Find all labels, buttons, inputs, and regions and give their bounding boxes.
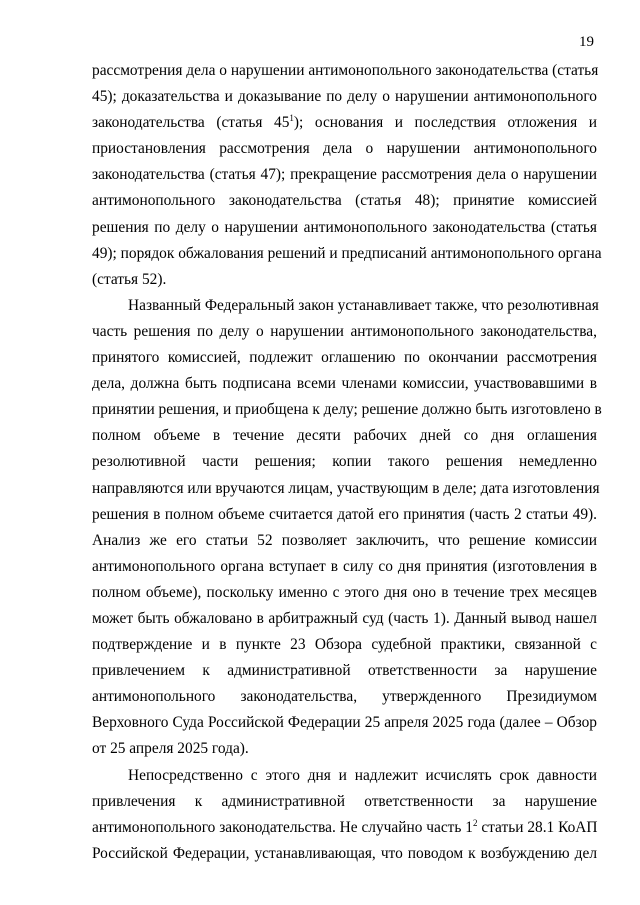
text-line: привлечением к административной ответственности за нарушение [92, 662, 597, 680]
text-line: приостановления рассмотрения дела о нарушении антимонопольного [92, 140, 597, 158]
text-line: законодательства (статья 47); прекращение рассмотрения дела о нарушении [92, 166, 597, 184]
text-segment: законодательства (статья 45 [92, 114, 290, 132]
text-line: Анализ же его статьи 52 позволяет заключить, что решение комиссии [92, 531, 597, 549]
text-line: антимонопольного законодательства, утвержденного Президиумом [92, 688, 597, 706]
text-line: Непосредственно с этого дня и надлежит исчислять срок давности [128, 766, 597, 784]
text-segment: антимонопольного законодательства. Не случайно часть 1 [92, 818, 473, 836]
text-line: 45); доказательства и доказывание по делу о нарушении антимонопольного [92, 88, 597, 106]
page-number: 19 [579, 34, 594, 50]
superscript: 2 [472, 817, 478, 828]
text-line: резолютивной части решения; копии такого решения немедленно [92, 453, 597, 471]
paragraph-2 [92, 293, 602, 763]
text-line: направляются или вручаются лицам, участвующим в деле; дата изготовления [92, 479, 600, 497]
text-segment: ); основания и последствия отложения и [293, 114, 597, 132]
document-body [92, 58, 602, 867]
text-line: антимонопольного законодательства (статья 48); принятие комиссией [92, 192, 597, 210]
paragraph-3 [92, 763, 597, 867]
text-line: решения в полном объеме считается датой его принятия (часть 2 статьи 49). [92, 505, 597, 523]
text-line: решения по делу о нарушении антимонопольного законодательства (статья [92, 218, 597, 236]
text-line: часть решения по делу о нарушении антимонопольного законодательства, [92, 322, 597, 340]
text-line: от 25 апреля 2025 года). [92, 740, 249, 758]
text-line: полном объеме), поскольку именно с этого дня оно в течение трех месяцев [92, 583, 597, 601]
text-line: принятии решения, и приобщена к делу; решение должно быть изготовлено в [92, 401, 602, 419]
text-line: дела, должна быть подписана всеми членами комиссии, участвовавшими в [92, 375, 597, 393]
text-line [92, 110, 597, 136]
text-segment: статьи 28.1 КоАП [477, 818, 598, 836]
text-line: полном объеме в течение десяти рабочих дней со дня оглашения [92, 427, 597, 445]
text-line: рассмотрения дела о нарушении антимонопольного законодательства (статья [92, 62, 599, 79]
text-line: может быть обжаловано в арбитражный суд (часть 1). Данный вывод нашел [92, 609, 597, 627]
text-line: принятого комиссией, подлежит оглашению по окончании рассмотрения [92, 349, 597, 367]
text-line: 49); порядок обжалования решений и предписаний антимонопольного органа [92, 244, 602, 262]
text-line: подтверждение и в пункте 23 Обзора судебной практики, связанной с [92, 636, 597, 654]
superscript: 1 [289, 113, 294, 124]
text-line: Названный Федеральный закон устанавливает также, что резолютивная [128, 296, 599, 314]
text-line: привлечения к административной ответственности за нарушение [92, 792, 597, 810]
text-line: Верховного Суда Российской Федерации 25 апреля 2025 года (далее – Обзор [92, 714, 597, 732]
text-line: антимонопольного органа вступает в силу со дня принятия (изготовления в [92, 557, 597, 575]
paragraph-1 [92, 58, 602, 293]
text-line [92, 815, 597, 841]
text-line: Российской Федерации, устанавливающая, что поводом к возбуждению дел [92, 844, 597, 862]
text-line: (статья 52). [92, 270, 167, 288]
